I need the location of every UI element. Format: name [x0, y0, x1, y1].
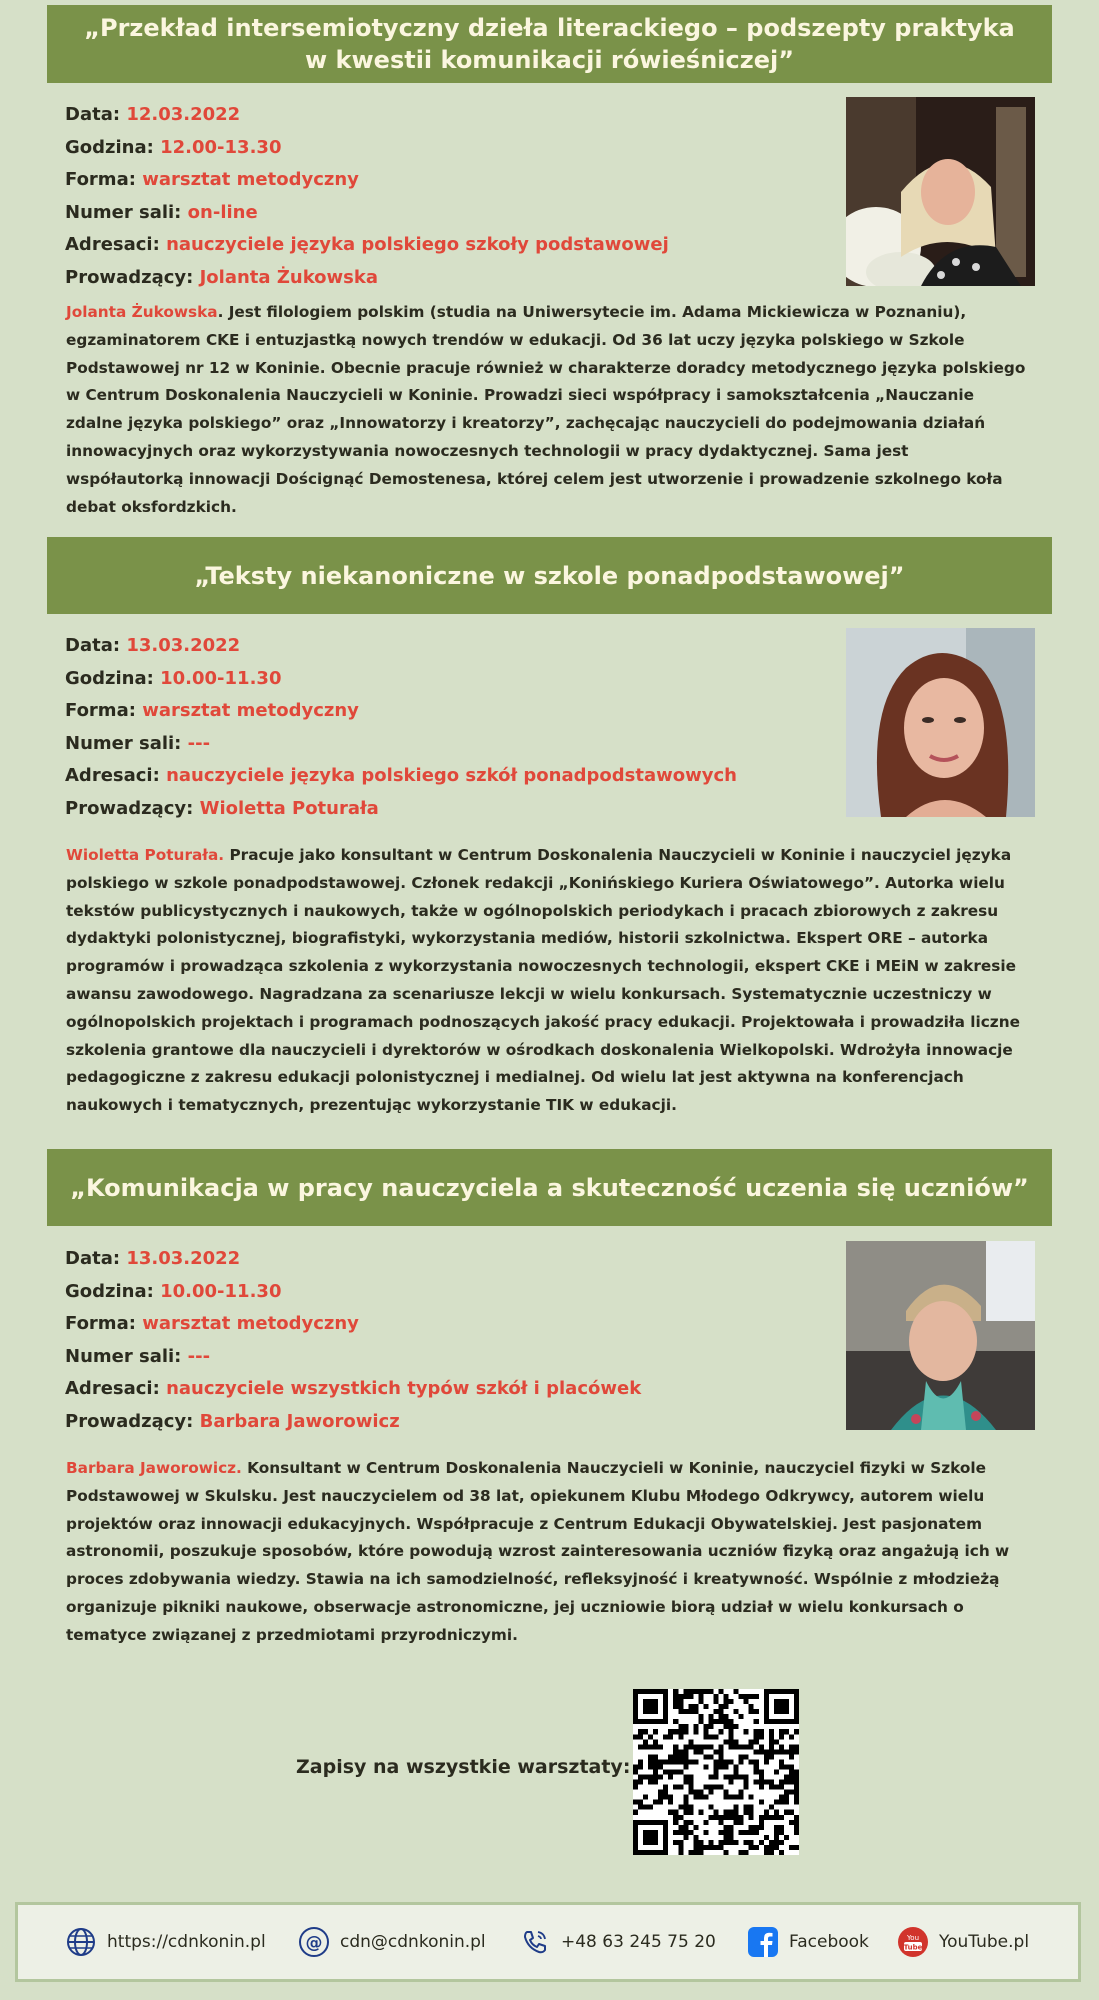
- detail-room: Numer sali: ---: [65, 1345, 211, 1367]
- footer-email[interactable]: [298, 1905, 486, 1979]
- email-link[interactable]: cdn@cdnkonin.pl: [340, 1932, 486, 1952]
- signup-label: Zapisy na wszystkie warsztaty:: [296, 1756, 631, 1778]
- detail-host: Prowadzący: Jolanta Żukowska: [65, 266, 379, 288]
- phone-number[interactable]: +48 63 245 75 20: [561, 1932, 716, 1952]
- detail-host: Prowadzący: Barbara Jaworowicz: [65, 1410, 400, 1432]
- detail-audience: Adresaci: nauczyciele języka polskiego szkoły podstawowej: [65, 234, 669, 255]
- footer-youtube[interactable]: [897, 1905, 1029, 1979]
- detail-room: Numer sali: on-line: [65, 201, 258, 223]
- detail-date: Data: 12.03.2022: [65, 104, 241, 125]
- footer-phone[interactable]: [519, 1905, 716, 1979]
- workshop-3-title-banner: [47, 1149, 1052, 1226]
- detail-form: Forma: warsztat metodyczny: [65, 169, 359, 190]
- globe-icon: [65, 1926, 97, 1958]
- workshop-1-title: „Przekład intersemiotyczny dzieła literackiego – podszepty praktyka w kwestii komunikacji rówieśniczej”: [84, 14, 1015, 74]
- workshop-2-title: „Teksty niekanoniczne w szkole ponadpodstawowej”: [194, 561, 905, 590]
- detail-date: Data: 13.03.2022: [65, 635, 241, 656]
- host-bio-jaworowicz: Barbara Jaworowicz. Konsultant w Centrum Doskonalenia Nauczycieli w Koninie, nauczyciel fizyki w Szkole Podstawowej w Skulsku. Jest nauczycielem od 38 lat, opiekunem Klubu Młodego Odkrywcy, autorem wielu projektów oraz innowacji edukacyjnych. Współpracuje z Centrum Edukacji Obywatelskiej. Jest pasjonatem astronomii, poszukuje sposobów, które powodują wzrost zainteresowania uczniów fizyką oraz angażują ich w proces zdobywania wiedzy. Stawia na ich samodzielność, refleksyjność i kreatywność. Wspólnie z młodzieżą organizuje pikniki naukowe, obserwacje astronomiczne, jej uczniowie biorą udział w wielu konkursach o tematyce związanej z przedmiotami przyrodniczymi.: [66, 1459, 1010, 1644]
- workshop-2-title-banner: [47, 537, 1052, 614]
- detail-time: Godzina: 12.00-13.30: [65, 136, 282, 158]
- detail-time: Godzina: 10.00-11.30: [65, 1280, 282, 1302]
- workshop-3-details: [65, 1243, 825, 1438]
- detail-form: Forma: warsztat metodyczny: [65, 700, 359, 721]
- svg-text:You: You: [906, 1934, 920, 1942]
- youtube-link[interactable]: YouTube.pl: [939, 1932, 1030, 1952]
- workshop-3-title: „Komunikacja w pracy nauczyciela a skuteczność uczenia się uczniów”: [70, 1173, 1029, 1202]
- workshop-1-details: [65, 99, 825, 294]
- detail-date: Data: 13.03.2022: [65, 1248, 241, 1269]
- svg-text:Tube: Tube: [903, 1943, 923, 1952]
- footer-website[interactable]: [65, 1905, 266, 1979]
- website-link[interactable]: https://cdnkonin.pl: [107, 1932, 266, 1952]
- at-sign-icon: [298, 1926, 330, 1958]
- signup-qr-code[interactable]: [633, 1689, 799, 1855]
- detail-room: Numer sali: ---: [65, 732, 211, 754]
- phone-icon: [519, 1926, 551, 1958]
- footer-facebook[interactable]: [747, 1905, 869, 1979]
- host-photo-jaworowicz: [846, 1241, 1035, 1430]
- detail-audience: Adresaci: nauczyciele wszystkich typów szkół i placówek: [65, 1378, 642, 1399]
- detail-time: Godzina: 10.00-11.30: [65, 667, 282, 689]
- footer-contact-bar: [15, 1902, 1081, 1982]
- youtube-icon: [897, 1926, 929, 1958]
- svg-text:@: @: [305, 1933, 323, 1953]
- host-photo-poturala: [846, 628, 1035, 817]
- detail-host: Prowadzący: Wioletta Poturała: [65, 797, 379, 819]
- detail-form: Forma: warsztat metodyczny: [65, 1313, 359, 1334]
- host-bio-zukowska: Jolanta Żukowska. Jest filologiem polskim (studia na Uniwersytecie im. Adama Mickiewicza w Poznaniu), egzaminatorem CKE i entuzjastką nowych trendów w edukacji. Od 36 lat uczy języka polskiego w Szkole Podstawowej nr 12 w Koninie. Obecnie pracuje również w charakterze doradcy metodycznego języka polskiego w Centrum Doskonalenia Nauczycieli w Koninie. Prowadzi sieci współpracy i samokształcenia „Nauczanie zdalne języka polskiego” oraz „Innowatorzy i kreatorzy”, zachęcając nauczycieli do podejmowania działań innowacyjnych oraz wykorzystywania nowoczesnych technologii w pracy dydaktycznej. Sama jest współautorką innowacji Doścignąć Demostenesa, której celem jest utworzenie i prowadzenie szkolnego koła debat oksfordzkich.: [66, 303, 1026, 516]
- host-bio-poturala: Wioletta Poturała. Pracuje jako konsultant w Centrum Doskonalenia Nauczycieli w Koninie i nauczyciel języka polskiego w szkole ponadpodstawowej. Członek redakcji „Konińskiego Kuriera Oświatowego”. Autorka wielu tekstów publicystycznych i naukowych, także w ogólnopolskich periodykach i pracach zbiorowych z zakresu dydaktyki polonistycznej, biografistyki, wykorzystania mediów, historii szkolnictwa. Ekspert ORE – autorka programów i prowadząca szkolenia z wykorzystania nowoczesnych technologii, ekspert CKE i MEiN w zakresie awansu zawodowego. Nagradzana za scenariusze lekcji w wielu konkursach. Systematycznie uczestniczy w ogólnopolskich projektach i programach podnoszących jakość pracy edukacji. Projektowała i prowadziła liczne szkolenia grantowe dla nauczycieli i dyrektorów w ośrodkach doskonalenia Wielkopolski. Wdrożyła innowacje pedagogiczne z zakresu edukacji polonistycznej i medialnej. Od wielu lat jest aktywna na konferencjach naukowych i tematycznych, prezentując wykorzystanie TIK w edukacji.: [66, 846, 1020, 1115]
- workshop-1-title-banner: [47, 5, 1052, 83]
- facebook-link[interactable]: Facebook: [789, 1932, 869, 1952]
- facebook-icon: [747, 1926, 779, 1958]
- host-photo-zukowska: [846, 97, 1035, 286]
- workshop-2-details: [65, 630, 825, 825]
- detail-audience: Adresaci: nauczyciele języka polskiego szkół ponadpodstawowych: [65, 765, 737, 786]
